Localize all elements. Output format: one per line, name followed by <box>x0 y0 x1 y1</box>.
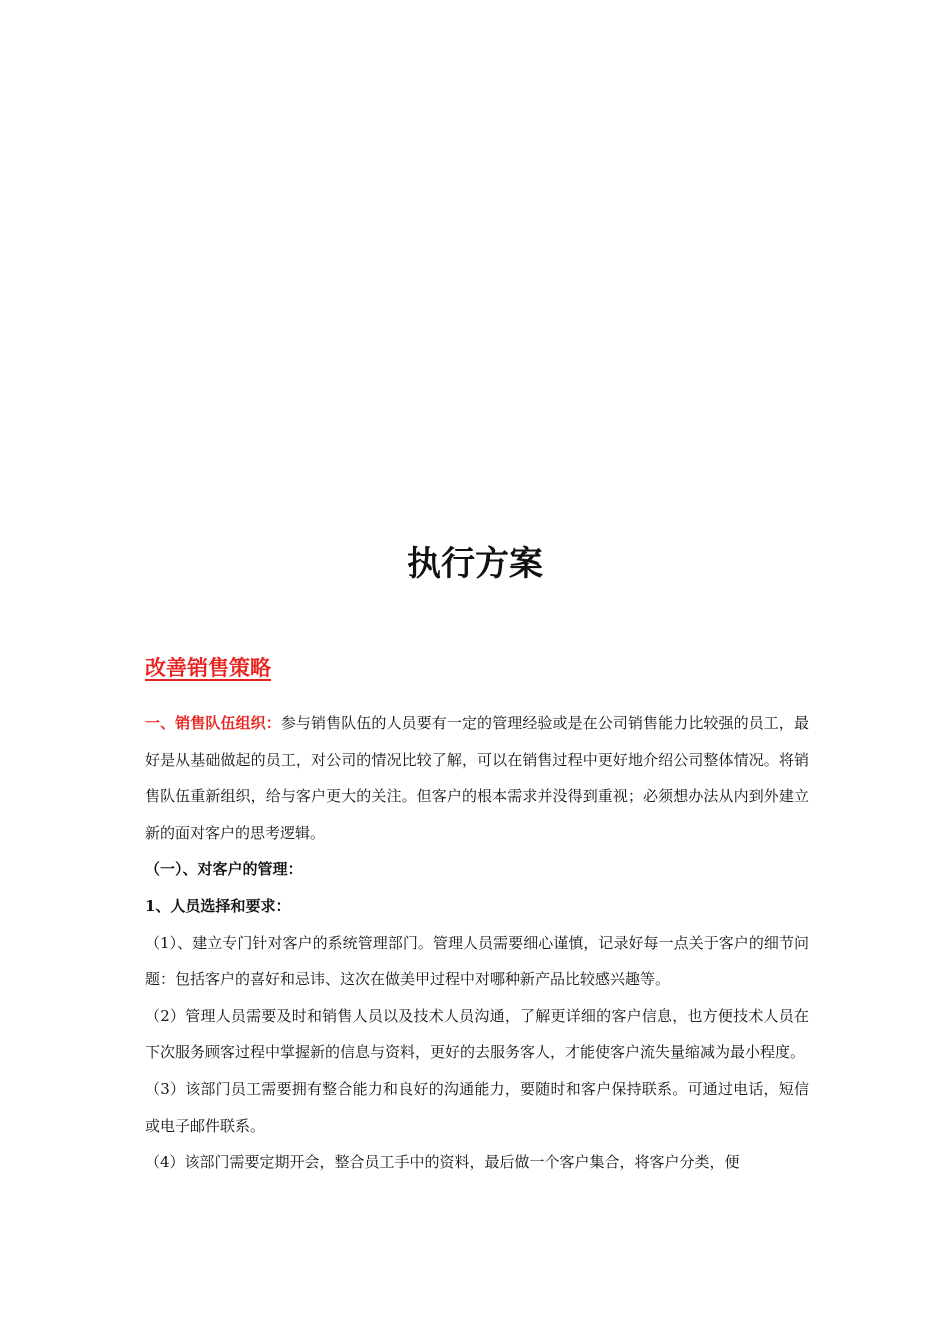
paragraph-label: 一、销售队伍组织 <box>145 714 266 732</box>
list-item: （2）管理人员需要及时和销售人员以及技术人员沟通，了解更详细的客户信息，也方便技术人员在下次服务顾客过程中掌握新的信息与资料，更好的去服务客人，才能使客户流失量缩减为最小程度。 <box>145 1006 809 1062</box>
paragraph-label-colon: ： <box>265 714 281 732</box>
document-body <box>145 705 809 1181</box>
document-title: 执行方案 <box>407 544 543 584</box>
section-heading: 改善销售策略 <box>145 656 271 680</box>
list-item: （3）该部门员工需要拥有整合能力和良好的沟通能力，要随时和客户保持联系。可通过电话，短信或电子邮件联系。 <box>145 1079 809 1135</box>
subheading-staff-selection: 1、人员选择和要求： <box>145 896 291 915</box>
list-item: （1）、建立专门针对客户的系统管理部门。管理人员需要细心谨慎，记录好每一点关于客户的细节问题：包括客户的喜好和忌讳、这次在做美甲过程中对哪种新产品比较感兴趣等。 <box>145 933 809 989</box>
paragraph-sales-team <box>145 705 809 851</box>
subheading-customer-management: （一）、对客户的管理： <box>145 860 303 879</box>
paragraph-text: 参与销售队伍的人员要有一定的管理经验或是在公司销售能力比较强的员工，最好是从基础做起的员工，对公司的情况比较了解，可以在销售过程中更好地介绍公司整体情况。将销售队伍重新组织，给与客户更大的关注。但客户的根本需求并没得到重视；必须想办法从内到外建立新的面对客户的思考逻辑。 <box>145 714 809 842</box>
list-item: （4）该部门需要定期开会，整合员工手中的资料，最后做一个客户集合，将客户分类，便 <box>145 1153 740 1172</box>
